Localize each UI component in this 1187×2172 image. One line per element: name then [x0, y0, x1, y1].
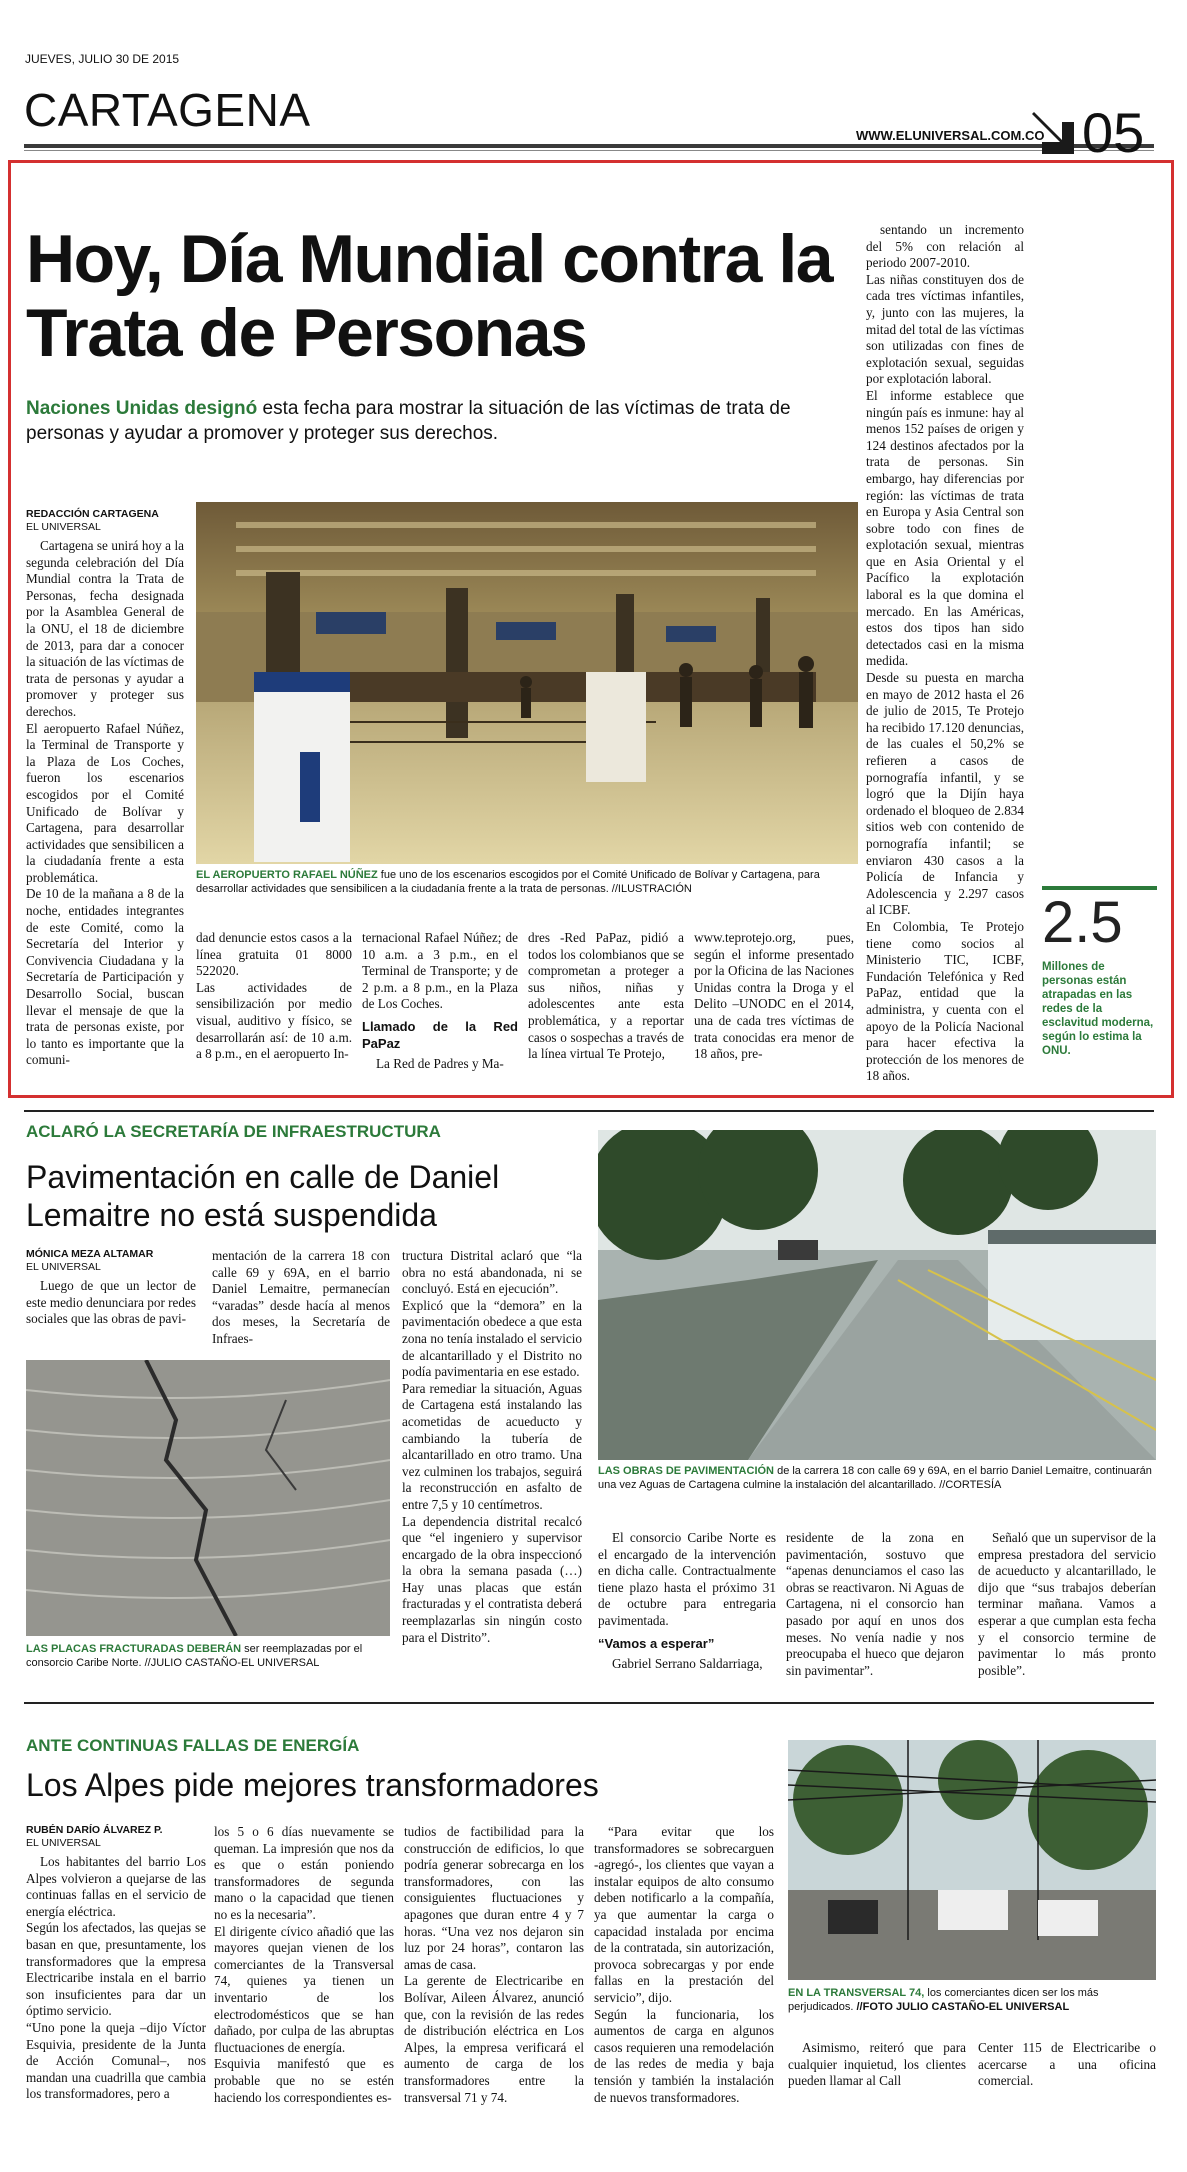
story2-headline: Pavimentación en calle de Daniel Lemaitre no está suspendida: [26, 1159, 500, 1233]
story1-col3b-text: La Red de Padres y Ma-: [376, 1056, 504, 1072]
story3-top-rule: [24, 1702, 1154, 1704]
street-works-photo: [598, 1130, 1156, 1460]
story1-dek-lead: Naciones Unidas designó: [26, 398, 258, 419]
story3-col3: [404, 1824, 584, 2106]
story3-col2: [214, 1824, 394, 2106]
story1-headline-text: Hoy, Día Mundial contra la Trata de Personas: [26, 221, 833, 371]
cracked-caption-lead: LAS PLACAS FRACTURADAS DEBERÁN: [26, 1643, 242, 1655]
transversal-photo: [788, 1740, 1156, 1980]
transversal-caption-lead: EN LA TRANSVERSAL 74,: [788, 1987, 925, 1999]
site-url: WWW.ELUNIVERSAL.COM.CO: [856, 128, 1045, 143]
story2-col4-text: El consorcio Caribe Norte es el encargado de la intervención en dicha calle. Contractualmente tiene plazo hasta el próximo 31 de octubre para entregaria pavimentada.: [598, 1530, 776, 1628]
story1-dek-rest: esta fecha para mostrar la situación de las víctimas de trata de personas y ayudar a promover y proteger sus derechos.: [26, 398, 791, 444]
story2-col6-text: Señaló que un supervisor de la empresa prestadora del servicio de acueducto y alcantarillado, le dijo que “sus trabajos deberían terminar mañana. Vamos a esperar a que cumplan esta fecha y el consorcio termine de pavimentar lo más pronto posible”.: [978, 1530, 1156, 1678]
story1-col2: [196, 930, 352, 1063]
section-title: CARTAGENA: [24, 84, 311, 136]
story2-col1-text: Luego de que un lector de este medio denunciara por redes sociales que las obras de pavi-: [26, 1278, 196, 1327]
story2-byline-org: EL UNIVERSAL: [26, 1261, 101, 1273]
story1-headline: [26, 222, 856, 370]
story3-col4: [594, 1824, 774, 2106]
story1-col5-text: www.teprotejo.org, pues, según el informe presentado por la Oficina de las Naciones Unidas contra la Droga y el Delito –UNODC en el 2014, una de cada tres víctimas de trata conocidas era menor de 18 años, pre-: [694, 930, 854, 1062]
story3-col6: [978, 2040, 1156, 2090]
story2-col5-text: residente de la zona en pavimentación, sostuvo que “apenas denunciamos el caso las obras se reactivaron. Ni Aguas de Cartagena, ni el consorcio han pasado por aquí en unos dos meses. No venía nadie y nos preocupaba el hueco que dejaron sin pavimentar”.: [786, 1530, 964, 1678]
story2-col4b-text: Gabriel Serrano Saldarriaga,: [612, 1656, 763, 1672]
story2-byline-block: [26, 1248, 186, 1274]
story1-col3: [362, 930, 518, 1073]
transversal-credit: //FOTO JULIO CASTAÑO-EL UNIVERSAL: [856, 2001, 1070, 2013]
cracked-caption-rest: ser reemplazadas por el consorcio Caribe Norte. //JULIO CASTAÑO-EL UNIVERSAL: [26, 1643, 363, 1669]
story3-col2-text: los 5 o 6 días nuevamente se queman. La impresión que nos da es que o están poniendo transformadores de segunda mano o la capacidad que tienen no es la necesaria”. El dirigente cívico añadió que las mayores quejan vienen de los comerciantes de la Transversal 74, quienes ya tienen un inventario de los electrodomésticos que se han dañado, por culpa de las abruptas fluctuaciones de energía. Esquivia manifestó que es probable que no se estén haciendo los correspondientes es-: [214, 1824, 394, 2105]
story3-col3-text: tudios de factibilidad para la construcción de edificios, lo que podría generar sobrecarga en los transformadores, con las consiguientes fluctuaciones y apagones que duran entre 4 y 7 horas. “Una vez nos dejaron sin luz por 24 horas”, contaron las amas de casa. La gerente de Electricaribe en Bolívar, Aileen Álvarez, anunció que, con la revisión de las redes de distribución eléctrica en Los Alpes, la empresa verificará el aumento de carga de los transformadores entre la transversal 71 y 74.: [404, 1824, 584, 2105]
transversal-caption: [788, 1986, 1156, 2014]
story2-col5: [786, 1530, 964, 1679]
story3-col5: [788, 2040, 966, 2090]
airport-photo-caption: [196, 868, 858, 896]
story2-col4: [598, 1530, 776, 1673]
story2-kicker: ACLARÓ LA SECRETARÍA DE INFRAESTRUCTURA: [26, 1122, 441, 1141]
story3-col1: [26, 1854, 206, 2103]
story1-byline-org: EL UNIVERSAL: [26, 521, 101, 533]
story1-col2-text: dad denuncie estos casos a la línea gratuita 01 8000 522020. Las actividades de sensibilización por medio visual, auditivo y físico, se desarrollarán así: de 10 a.m. a 8 p.m., en el aeropuerto In-: [196, 930, 352, 1062]
arrow-icon: [1028, 108, 1080, 160]
story1-col6: [866, 222, 1024, 1085]
story2-top-rule: [24, 1110, 1154, 1112]
story2-col2-text: mentación de la carrera 18 con calle 69 y 69A, en el barrio Daniel Lemaitre, permanecían “varadas” desde hacía al menos dos meses, la Secretaría de Infraes-: [212, 1248, 390, 1346]
masthead-rule: [24, 144, 1154, 148]
story3-byline: RUBÉN DARÍO ÁLVAREZ P.: [26, 1824, 163, 1836]
story2-col6: [978, 1530, 1156, 1679]
story2-col3: [402, 1248, 582, 1646]
transversal-caption-rest: los comerciantes dicen ser los más perjudicados.: [788, 1987, 1099, 2013]
cracked-slabs-caption: [26, 1642, 390, 1670]
page-number: 05: [1082, 101, 1145, 164]
story3-byline-block: [26, 1824, 196, 1850]
street-caption-lead: LAS OBRAS DE PAVIMENTACIÓN: [598, 1465, 775, 1477]
story2-byline: MÓNICA MEZA ALTAMAR: [26, 1248, 154, 1260]
stat-value: 2.5: [1042, 890, 1123, 955]
street-works-caption: [598, 1464, 1156, 1492]
story3-col1-text: Los habitantes del barrio Los Alpes volvieron a quejarse de las continuas fallas en el servicio de energía eléctrica. Según los afectados, las quejas se basan en que, presuntamente, los transformadores que la empresa Electricaribe instala en el barrio son insuficientes para dar un óptimo servicio. “Uno pone la queja –dijo Víctor Esquivia, presidente de la Junta de Acción Comunal–, nos mandan una cuadrilla que cambia los transformadores, pero a: [26, 1854, 206, 2102]
story1-col6-text: sentando un incremento del 5% con relación al periodo 2007-2010. Las niñas constituyen dos de cada tres víctimas infantiles, y, junto con las mujeres, la mitad del total de las víctimas son utilizadas con fines de explotación sexual, seguidas por explotación laboral. El informe establece que ningún país es inmune: hay al menos 152 países de origen y 124 destinos afectados por la trata de personas. Sin embargo, hay diferencias por región: las víctimas de trata en Europa y Asia Central son sobre todo con fines de explotación sexual, mientras que en Asia Oriental y el Pacífico la explotación laboral es la que domina el mercado. En las Américas, estos dos tipos han sido detectados casi en la misma medida. Desde su puesta en marcha en mayo de 2012 hasta el 26 de julio de 2015, Te Protejo ha recibido 17.120 denuncias, de las cuales el 50,2% se refieren a casos de pornografía infantil, y se logró que la Dijín haya ordenado el bloqueo de 2.834 sitios web con contenido de pornografía infantil; se enviaron 430 casos a la Policía de Infancia y Adolescencia y 2.297 casos al ICBF. En Colombia, Te Protejo tiene como socios al Ministerio TIC, ICBF, Fundación Telefónica y Red PaPaz, entidad que la administra, y cuenta con el apoyo de la Policía Nacional para hacer efectiva la protección de los menores de 18 años.: [866, 222, 1024, 1084]
story3-col4-text: “Para evitar que los transformadores se sobrecarguen -agregó-, los clientes que vayan a instalar equipos de alto consumo deben notificarlo a la compañía, ya que aumentar la carga o capacidad instalada por encima de la contratada, sin autorización, provoca sobrecargas y por ende fallas en la prestación del servicio”, dijo. Según la funcionaria, los aumentos de carga en algunos casos requieren una remodelación de las redes de media y baja tensión y también la instalación de nuevos transformadores.: [594, 1824, 774, 2105]
story1-col5: [694, 930, 854, 1063]
story3-kicker: ANTE CONTINUAS FALLAS DE ENERGÍA: [26, 1736, 360, 1755]
story1-dek: [26, 396, 856, 446]
story2-col1: [26, 1278, 196, 1328]
story1-byline-block: [26, 508, 194, 534]
story2-col2: [212, 1248, 390, 1348]
masthead-rule-thin: [24, 150, 1154, 151]
story1-col1-text: Cartagena se unirá hoy a la segunda celebración del Día Mundial contra la Trata de Personas, fecha designada por la Asamblea General de la ONU, el 18 de diciembre de 2013, para dar a conocer la situación de las víctimas de trata de personas y ayudar a promover y proteger sus derechos. El aeropuerto Rafael Núñez, la Terminal de Transporte y la Plaza de Los Coches, fueron los escenarios escogidos por el Comité Unificado de Bolívar y Cartagena, para desarrollar actividades que sensibilicen a la ciudadanía frente a esta problemática. De 10 de la mañana a 8 de la noche, entidades integrantes de este Comité, como la Secretaría del Interior y Convivencia Ciudadana y la Secretaría de Participación y Desarrollo Social, buscan llevar el mensaje de que la trata de personas existe, por lo tanto es importante que la comuni-: [26, 538, 184, 1068]
story2-subhead: “Vamos a esperar”: [598, 1635, 715, 1651]
story2-col3-text: tructura Distrital aclaró que “la obra no está abandonada, ni se concluyó. Está en ejecución”. Explicó que la “demora” en la pavimentación obedece a que esta zona no tenía instalado el servicio de alcantarillado y el Distrito no podía pavimentaria en ese estado. Para remediar la situación, Aguas de Cartagena está instalando las acometidas de acueducto y cambiando la tubería de alcantarillado en otro tramo. Una vez culminen los trabajos, seguirá la reconstrucción en asfalto de entre 7,5 y 10 centímetros. La dependencia distrital recalcó que “el ingeniero y supervisor encargado de la obra inspeccionó la obra la semana pasada (…) Hay unas placas que están fracturadas y el contratista deberá reemplazarlas sin ningún costo para el Distrito”.: [402, 1248, 582, 1645]
story3-byline-org: EL UNIVERSAL: [26, 1837, 101, 1849]
story1-byline: REDACCIÓN CARTAGENA: [26, 508, 159, 520]
story3-col6-text: Center 115 de Electricaribe o acercarse a una oficina comercial.: [978, 2040, 1156, 2089]
story1-col1: [26, 538, 184, 1069]
airport-photo: [196, 502, 858, 864]
story1-col3-text: ternacional Rafael Núñez; de 10 a.m. a 3 p.m., en el Terminal de Transporte; y de 2 p.m. a 8 p.m., en la Plaza de Los Coches.: [362, 930, 518, 1012]
stat-text: Millones de personas están atrapadas en las redes de la esclavitud moderna, según lo estima la ONU.: [1042, 961, 1154, 1057]
story1-col4: [528, 930, 684, 1063]
story3-headline: Los Alpes pide mejores transformadores: [26, 1767, 599, 1803]
cracked-slabs-photo: [26, 1360, 390, 1636]
story3-col5-text: Asimismo, reiteró que para cualquier inquietud, los clientes pueden llamar al Call: [788, 2040, 966, 2089]
airport-caption-lead: EL AEROPUERTO RAFAEL NÚÑEZ: [196, 869, 378, 881]
story1-col4-text: dres -Red PaPaz, pidió a todos los colombianos que se comprometan a proteger a sus niños, niñas y adolescentes ante esta problemática, y a reportar casos o sospechas a través de la línea virtual Te Protejo,: [528, 930, 684, 1062]
street-caption-rest: de la carrera 18 con calle 69 y 69A, en el barrio Daniel Lemaitre, continuarán una vez Aguas de Cartagena culmine la instalación del alcantarillado. //CORTESÍA: [598, 1465, 1152, 1491]
issue-date: JUEVES, JULIO 30 DE 2015: [25, 52, 180, 66]
airport-caption-rest: fue uno de los escenarios escogidos por el Comité Unificado de Bolívar y Cartagena, para desarrollar actividades que sensibilicen a la ciudadanía frente a la trata de personas. //ILUSTRACIÓN: [196, 869, 820, 895]
story1-subhead: Llamado de la Red PaPaz: [362, 1018, 518, 1051]
